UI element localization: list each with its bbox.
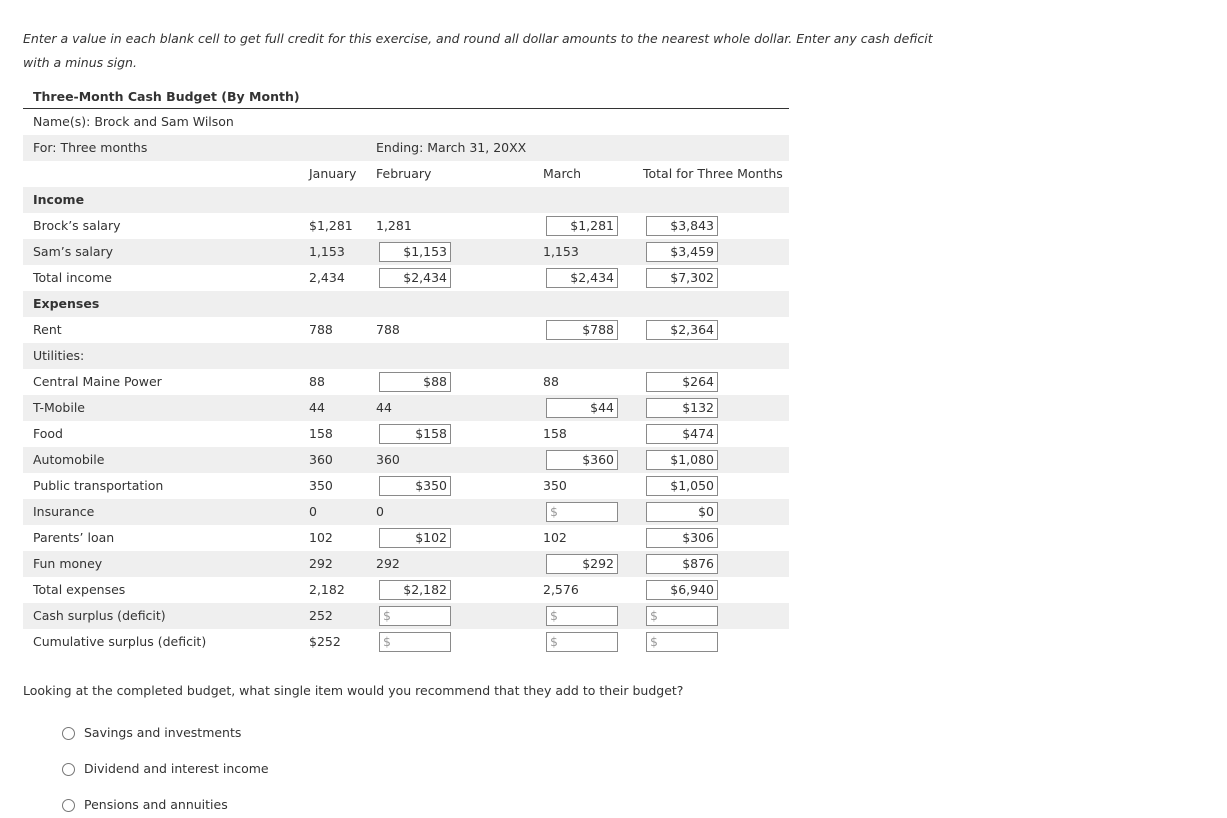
table-row <box>23 369 789 395</box>
table-row <box>23 551 789 577</box>
january-value: $1,281 <box>309 218 353 233</box>
february-value: 360 <box>376 452 400 467</box>
total-input[interactable]: $3,843 <box>646 216 718 236</box>
march-input[interactable]: $ <box>546 632 618 652</box>
expenses-heading: Expenses <box>33 296 100 311</box>
total-input[interactable]: $132 <box>646 398 718 418</box>
period-label: For: Three months <box>33 140 148 155</box>
february-input[interactable]: $102 <box>379 528 451 548</box>
names-row <box>23 109 789 135</box>
row-label: Central Maine Power <box>33 374 162 389</box>
february-input[interactable]: $ <box>379 606 451 626</box>
question-text: Looking at the completed budget, what single item would you recommend that they add to their budget? <box>23 683 684 698</box>
february-input[interactable]: $2,182 <box>379 580 451 600</box>
total-input[interactable]: $3,459 <box>646 242 718 262</box>
march-value: 350 <box>543 478 567 493</box>
total-input[interactable]: $2,364 <box>646 320 718 340</box>
february-input[interactable]: $158 <box>379 424 451 444</box>
january-value: 1,153 <box>309 244 345 259</box>
february-value: 44 <box>376 400 392 415</box>
february-value: 0 <box>376 504 384 519</box>
col-total: Total for Three Months <box>643 166 783 181</box>
table-row <box>23 395 789 421</box>
utilities-section-row <box>23 343 789 369</box>
march-value: 102 <box>543 530 567 545</box>
row-label: Automobile <box>33 452 105 467</box>
total-input[interactable]: $306 <box>646 528 718 548</box>
total-input[interactable]: $0 <box>646 502 718 522</box>
option-savings[interactable] <box>62 723 241 743</box>
february-input[interactable]: $88 <box>379 372 451 392</box>
total-input[interactable]: $1,080 <box>646 450 718 470</box>
february-input[interactable]: $1,153 <box>379 242 451 262</box>
budget-title: Three-Month Cash Budget (By Month) <box>23 85 789 109</box>
table-row <box>23 213 789 239</box>
radio-icon[interactable] <box>62 763 75 776</box>
income-section-row <box>23 187 789 213</box>
table-row <box>23 499 789 525</box>
ending-label: Ending: March 31, 20XX <box>376 140 527 155</box>
row-label: Cumulative surplus (deficit) <box>33 634 207 649</box>
january-value: $252 <box>309 634 341 649</box>
row-label: Brock’s salary <box>33 218 121 233</box>
table-row <box>23 239 789 265</box>
column-header-row <box>23 161 789 187</box>
january-value: 102 <box>309 530 333 545</box>
january-value: 158 <box>309 426 333 441</box>
march-input[interactable]: $788 <box>546 320 618 340</box>
table-row <box>23 603 789 629</box>
col-february: February <box>376 166 432 181</box>
row-label: T-Mobile <box>33 400 86 415</box>
january-value: 252 <box>309 608 333 623</box>
total-input[interactable]: $264 <box>646 372 718 392</box>
march-value: 88 <box>543 374 559 389</box>
table-row <box>23 421 789 447</box>
row-label: Sam’s salary <box>33 244 114 259</box>
instructions-text: Enter a value in each blank cell to get full credit for this exercise, and round all dollar amounts to the nearest whole dollar. Enter any cash deficit with a minus sign. <box>23 31 933 70</box>
radio-icon[interactable] <box>62 799 75 812</box>
february-value: 1,281 <box>376 218 412 233</box>
row-label: Cash surplus (deficit) <box>33 608 166 623</box>
row-label: Fun money <box>33 556 103 571</box>
march-input[interactable]: $ <box>546 502 618 522</box>
january-value: 88 <box>309 374 325 389</box>
total-input[interactable]: $474 <box>646 424 718 444</box>
col-january: January <box>309 166 357 181</box>
march-input[interactable]: $360 <box>546 450 618 470</box>
march-input[interactable]: $44 <box>546 398 618 418</box>
total-input[interactable]: $6,940 <box>646 580 718 600</box>
option-dividend[interactable] <box>62 759 269 779</box>
february-input[interactable]: $350 <box>379 476 451 496</box>
march-value: 158 <box>543 426 567 441</box>
table-row <box>23 317 789 343</box>
january-value: 44 <box>309 400 325 415</box>
march-input[interactable]: $ <box>546 606 618 626</box>
row-label: Total expenses <box>33 582 126 597</box>
march-value: 1,153 <box>543 244 579 259</box>
january-value: 292 <box>309 556 333 571</box>
january-value: 2,182 <box>309 582 345 597</box>
option-label: Savings and investments <box>84 725 242 740</box>
january-value: 350 <box>309 478 333 493</box>
table-row <box>23 525 789 551</box>
option-label: Pensions and annuities <box>84 797 228 812</box>
col-march: March <box>543 166 582 181</box>
row-label: Public transportation <box>33 478 164 493</box>
table-row <box>23 629 789 655</box>
january-value: 0 <box>309 504 317 519</box>
names-label: Name(s): Brock and Sam Wilson <box>33 114 234 129</box>
row-label: Parents’ loan <box>33 530 115 545</box>
utilities-heading: Utilities: <box>33 348 85 363</box>
option-label: Dividend and interest income <box>84 761 269 776</box>
march-input[interactable]: $292 <box>546 554 618 574</box>
total-input[interactable]: $ <box>646 606 718 626</box>
income-heading: Income <box>33 192 85 207</box>
table-row <box>23 265 789 291</box>
row-label: Food <box>33 426 63 441</box>
january-value: 788 <box>309 322 333 337</box>
february-input[interactable]: $ <box>379 632 451 652</box>
total-input[interactable]: $1,050 <box>646 476 718 496</box>
total-input[interactable]: $ <box>646 632 718 652</box>
row-label: Insurance <box>33 504 95 519</box>
february-input[interactable]: $2,434 <box>379 268 451 288</box>
table-row <box>23 447 789 473</box>
expenses-section-row <box>23 291 789 317</box>
total-input[interactable]: $876 <box>646 554 718 574</box>
radio-icon[interactable] <box>62 727 75 740</box>
period-row <box>23 135 789 161</box>
row-label: Total income <box>33 270 112 285</box>
february-value: 788 <box>376 322 400 337</box>
january-value: 360 <box>309 452 333 467</box>
march-input[interactable]: $2,434 <box>546 268 618 288</box>
row-label: Rent <box>33 322 62 337</box>
option-pensions[interactable] <box>62 795 228 815</box>
march-input[interactable]: $1,281 <box>546 216 618 236</box>
february-value: 292 <box>376 556 400 571</box>
table-row <box>23 577 789 603</box>
march-value: 2,576 <box>543 582 579 597</box>
cash-budget-table <box>23 85 789 655</box>
table-row <box>23 473 789 499</box>
total-input[interactable]: $7,302 <box>646 268 718 288</box>
january-value: 2,434 <box>309 270 345 285</box>
